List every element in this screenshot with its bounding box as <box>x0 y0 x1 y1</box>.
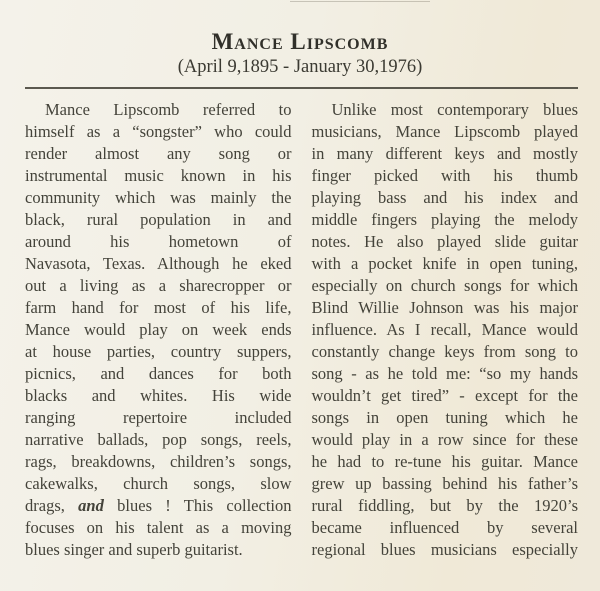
text-line: became influenced by several <box>311 517 578 537</box>
text-line: song - as he told me: “so my hands <box>311 363 578 383</box>
page-subtitle: (April 9,1895 - January 30,1976) <box>177 57 423 77</box>
text-line: in many different keys and mostly <box>311 143 578 163</box>
text-line: wouldn’t get tired” - except for the <box>311 385 578 405</box>
text-line: blacks and whites. His wide <box>25 385 292 405</box>
text-line: would play in a row since for these <box>311 429 578 449</box>
text-line: blues singer and superb guitarist. <box>25 539 243 559</box>
article-body <box>0 89 600 561</box>
text-line: at house parties, country suppers, <box>25 341 292 361</box>
text-segment: drags, <box>25 495 79 515</box>
text-line <box>25 495 292 517</box>
text-line: instrumental music known in his <box>25 165 292 185</box>
text-line: himself as a “songster” who could <box>25 121 292 141</box>
text-line: rural fiddling, but by the 1920’s <box>311 495 578 515</box>
text-line: songs in open tuning which he <box>311 407 578 427</box>
text-line: rags, breakdowns, children’s songs, <box>25 451 292 471</box>
text-line: finger picked with his thumb <box>311 165 578 185</box>
text-line: farm hand for most of his life, <box>25 297 292 317</box>
text-line: focuses on his talent as a moving <box>25 517 292 537</box>
text-line: community which was mainly the <box>25 187 292 207</box>
text-line: Navasota, Texas. Although he eked <box>25 253 292 273</box>
text-line: influence. As I recall, Mance would <box>311 319 578 339</box>
text-line: render almost any song or <box>25 143 292 163</box>
text-line: middle fingers playing the melody <box>311 209 578 229</box>
header <box>0 0 600 79</box>
text-line: picnics, and dances for both <box>25 363 292 383</box>
text-line: around his hometown of <box>25 231 292 251</box>
text-line: notes. He also played slide guitar <box>311 231 578 251</box>
page-title: Mance Lipscomb <box>211 29 389 54</box>
text-line: with a pocket knife in open tuning, <box>311 253 578 273</box>
text-line: he had to re-tune his guitar. Mance <box>311 451 578 471</box>
text-line: musicians, Mance Lipscomb played <box>311 121 578 141</box>
text-line: ranging repertoire included <box>25 407 292 427</box>
text-line: black, rural population in and <box>25 209 292 229</box>
text-line: Blind Willie Johnson was his major <box>311 297 578 317</box>
text-line: Mance would play on week ends <box>25 319 292 339</box>
text-line: grew up bassing behind his father’s <box>311 473 578 493</box>
text-line: cakewalks, church songs, slow <box>25 473 292 493</box>
text-line: narrative ballads, pop songs, reels, <box>25 429 292 449</box>
right-column <box>312 99 579 561</box>
text-line: especially on church songs for which <box>311 275 578 295</box>
text-line: constantly change keys from song to <box>311 341 578 361</box>
text-segment: blues ! This collection <box>103 495 292 515</box>
text-line: playing bass and his index and <box>311 187 578 207</box>
text-line: Mance Lipscomb referred to <box>45 99 292 119</box>
emphasized-word: and <box>78 495 104 515</box>
text-line: regional blues musicians especially <box>311 539 578 559</box>
text-line: Unlike most contemporary blues <box>331 99 578 119</box>
left-column <box>25 99 292 561</box>
text-line: out a living as a sharecropper or <box>25 275 292 295</box>
